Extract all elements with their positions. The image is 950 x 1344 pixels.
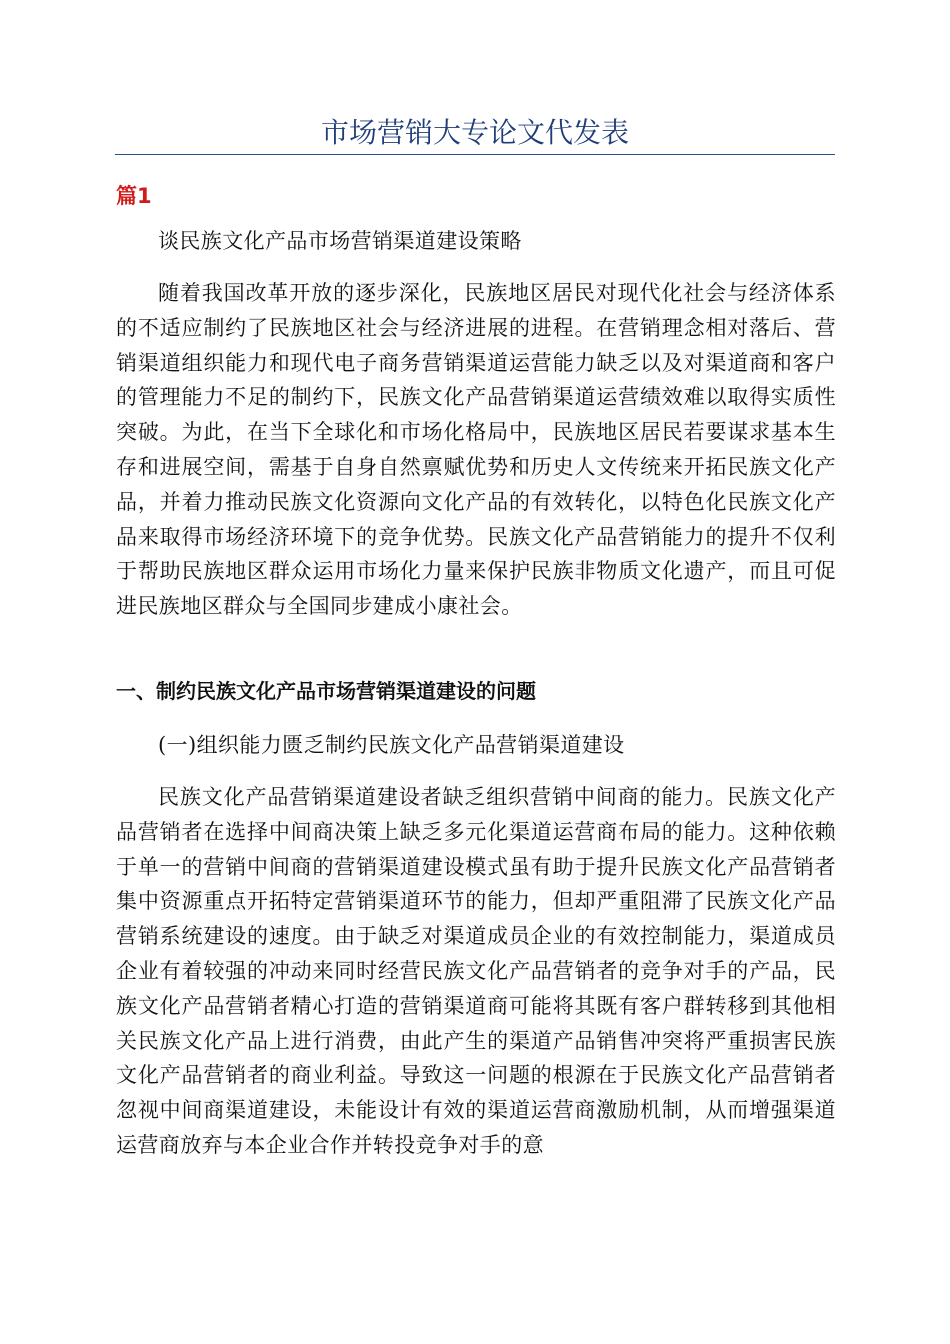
title-underline bbox=[115, 154, 835, 155]
document-title: 市场营销大专论文代发表 bbox=[320, 116, 629, 149]
subsection-heading: (一)组织能力匮乏制约民族文化产品营销渠道建设 bbox=[158, 733, 625, 757]
paragraph-intro: 随着我国改革开放的逐步深化，民族地区居民对现代化社会与经济体系的不适应制约了民族地区社会与经济进展的进程。在营销理念相对落后、营销渠道组织能力和现代电子商务营销渠道运营能力缺乏以及对渠道商和客户的管理能力不足的制约下，民族文化产品营销渠道运营绩效难以取得实质性突破。为此，在当下全球化和市场化格局中，民族地区居民若要谋求基本生存和进展空间，需基于自身自然禀赋优势和历史人文传统来开拓民族文化产品，并着力推动民族文化资源向文化产品的有效转化，以特色化民族文化产品来取得市场经济环境下的竞争优势。民族文化产品营销能力的提升不仅利于帮助民族地区群众运用市场化力量来保护民族非物质文化遗产，而且可促进民族地区群众与全国同步建成小康社会。 bbox=[116, 281, 836, 619]
paragraph-body: 民族文化产品营销渠道建设者缺乏组织营销中间商的能力。民族文化产品营销者在选择中间商决策上缺乏多元化渠道运营商布局的能力。这种依赖于单一的营销中间商的营销渠道建设模式虽有助于提升民族文化产品营销者集中资源重点开拓特定营销渠道环节的能力，但却严重阻滞了民族文化产品营销系统建设的速度。由于缺乏对渠道成员企业的有效控制能力，渠道成员企业有着较强的冲动来同时经营民族文化产品营销者的竞争对手的产品，民族文化产品营销者精心打造的营销渠道商可能将其既有客户群转移到其他相关民族文化产品上进行消费，由此产生的渠道产品销售冲突将严重损害民族文化产品营销者的商业利益。导致这一问题的根源在于民族文化产品营销者忽视中间商渠道建设，未能设计有效的渠道运营商激励机制，从而增强渠道运营商放弃与本企业合作并转投竞争对手的意 bbox=[116, 785, 836, 1157]
section-label: 篇1 bbox=[116, 184, 152, 208]
article-title: 谈民族文化产品市场营销渠道建设策略 bbox=[158, 229, 522, 253]
section-heading: 一、制约民族文化产品市场营销渠道建设的问题 bbox=[116, 679, 536, 703]
